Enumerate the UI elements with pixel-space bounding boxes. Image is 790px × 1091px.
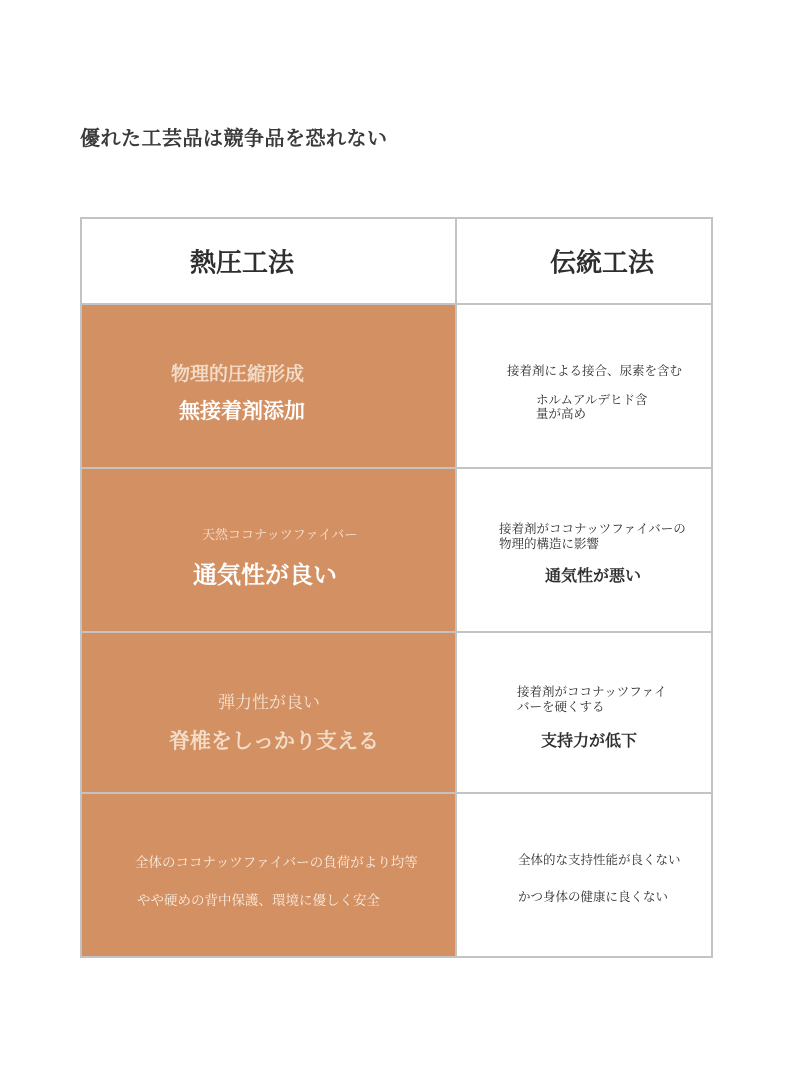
row-4-traditional [457,792,711,956]
row-2-traditional [457,467,711,631]
row-3-left-line2: 脊椎をしっかり支える [169,729,379,753]
row-2-hot-press [82,467,457,631]
page-title: 優れた工芸品は競争品を恐れない [80,126,388,150]
row-4-left-line1: 全体のココナッツファイバーの負荷がより均等 [135,855,418,871]
row-4-right-line2: かつ身体の健康に良くない [518,889,669,904]
row-3-right-line2: 支持力が低下 [541,731,638,750]
header-hot-press-label: 熱圧工法 [189,248,295,279]
row-3-traditional [457,631,711,792]
row-4-left-line2: やや硬めの背中保護、環境に優しく安全 [137,893,380,909]
row-4-hot-press [82,792,457,956]
row-3-hot-press [82,631,457,792]
row-2-left-line1: 天然ココナッツファイバー [202,528,358,543]
header-traditional [457,219,711,303]
comparison-table [80,217,713,958]
row-1-left-line1: 物理的圧縮形成 [171,363,305,385]
row-2-left-line2: 通気性が良い [193,561,337,589]
row-1-left-line2: 無接着剤添加 [179,399,305,423]
row-3-right-line1a: 接着剤がココナッツファイ [517,684,667,699]
row-1-right-line2b: 量が高め [536,406,587,421]
row-2-right-line1a: 接着剤がココナッツファイバーの [499,521,686,536]
row-1-traditional [457,303,711,467]
row-1-right-line2a: ホルムアルデヒド含 [536,392,648,407]
header-hot-press [82,219,457,303]
row-1-right-line1: 接着剤による接合、尿素を含む [507,363,683,378]
row-3-left-line1: 弾力性が良い [218,693,320,713]
row-4-right-line1: 全体的な支持性能が良くない [518,852,681,867]
header-traditional-label: 伝統工法 [549,248,655,279]
row-2-right-line1b: 物理的構造に影響 [499,536,600,551]
row-3-right-line1b: バーを硬くする [517,699,605,714]
row-1-hot-press [82,303,457,467]
row-2-right-line2: 通気性が悪い [545,566,642,585]
